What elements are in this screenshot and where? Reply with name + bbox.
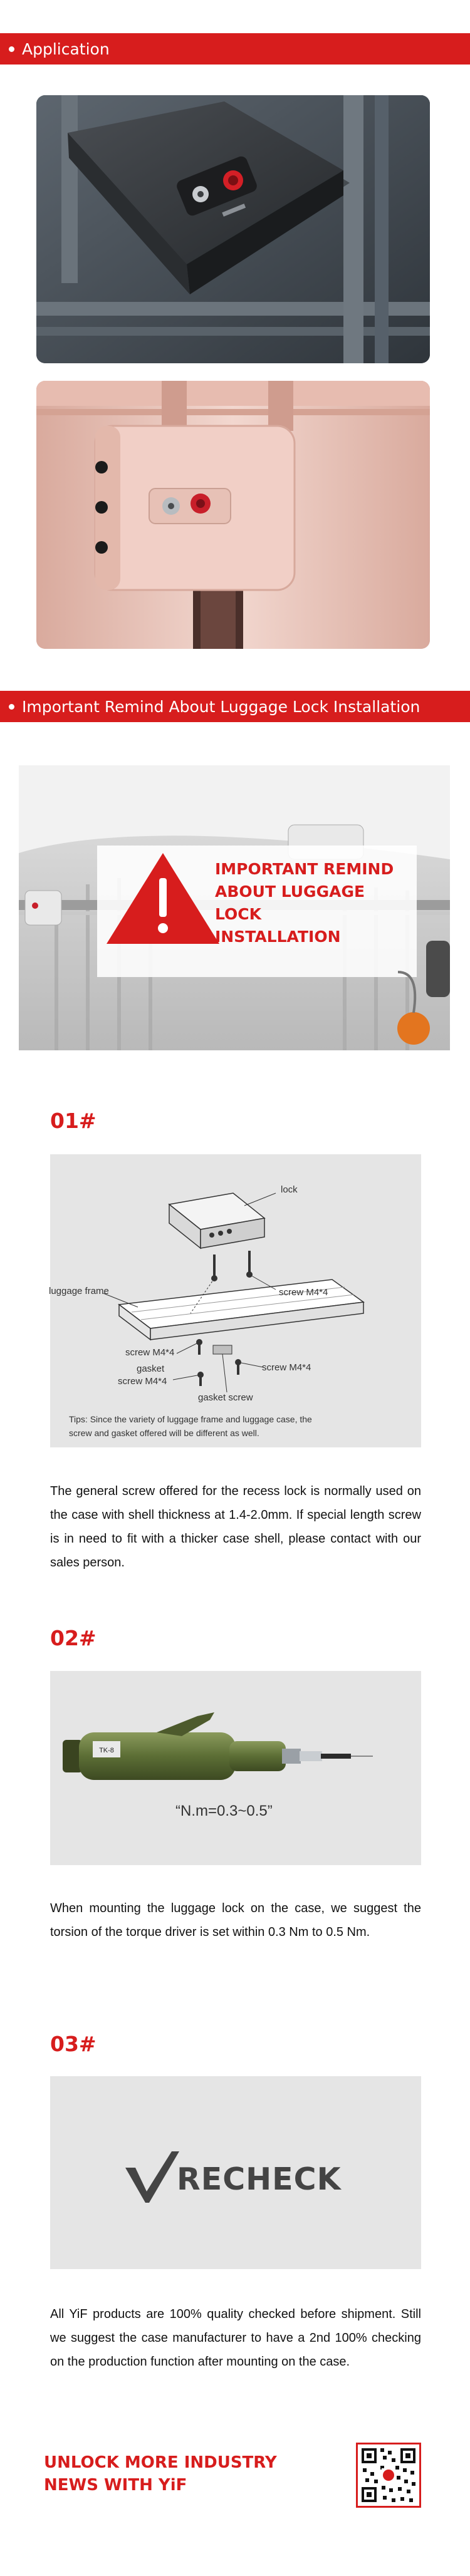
step-2-number: 02# — [50, 1626, 97, 1650]
application-banner — [0, 33, 470, 65]
step-1-text: The general screw offered for the recess lock is normally used on the case with shell thickness at 1.4-2.0mm. If special length screw is in need to fit with a thicker case shell, please contact with our sales person. — [50, 1484, 421, 1570]
tips-line: Tips: Since the variety of luggage frame and luggage case, the — [69, 1414, 312, 1424]
label-screw: screw M4*4 — [279, 1287, 328, 1298]
remind-title: Important Remind About Luggage Lock Installation — [22, 697, 420, 716]
lock-photo-grey — [36, 95, 430, 363]
label-luggage-frame: luggage frame — [49, 1286, 109, 1296]
lock-photo-pink — [36, 381, 430, 649]
diagram-tips — [69, 1412, 407, 1440]
qr-code[interactable] — [356, 2443, 421, 2508]
application-title: Application — [22, 39, 110, 58]
footer-cta-line: NEWS WITH YiF — [44, 2476, 187, 2495]
remind-hero-line: ABOUT LUGGAGE LOCK — [215, 882, 365, 923]
remind-hero-line: INSTALLATION — [215, 928, 341, 946]
torque-driver-illustration — [50, 1671, 421, 1865]
remind-hero-line: IMPORTANT REMIND — [215, 860, 394, 878]
label-gasket: gasket — [137, 1363, 165, 1374]
recheck-label: RECHECK — [177, 2161, 342, 2197]
step-3-number: 03# — [50, 2032, 97, 2056]
tool-tag-text: TK-8 — [99, 1747, 114, 1754]
lock-exploded-diagram — [50, 1154, 421, 1447]
checkmark-icon — [124, 2149, 180, 2205]
step-3-text: All YiF products are 100% quality checked before shipment. Still we suggest the case manufacturer to have a 2nd 100% checking on the production function after mounting on the case. — [50, 2307, 421, 2369]
bullet-dot-icon — [9, 46, 14, 52]
pink-lock-illustration — [36, 381, 430, 649]
remind-hero-text — [215, 858, 415, 948]
remind-banner — [0, 691, 470, 722]
grey-lock-illustration — [36, 95, 430, 363]
remind-hero-image — [19, 765, 450, 1050]
recheck-image — [50, 2076, 421, 2269]
torque-driver-image — [50, 1671, 421, 1865]
step-1-number: 01# — [50, 1109, 97, 1133]
installation-diagram — [50, 1154, 421, 1447]
label-lock: lock — [281, 1184, 298, 1195]
footer-cta-line: UNLOCK MORE INDUSTRY — [44, 2453, 277, 2472]
label-screw: screw M4*4 — [262, 1362, 311, 1373]
label-screw: screw M4*4 — [125, 1347, 175, 1358]
footer-cta — [44, 2451, 277, 2496]
bullet-dot-icon — [9, 704, 14, 710]
tips-line: screw and gasket offered will be different as well. — [69, 1428, 259, 1438]
label-screw: screw M4*4 — [118, 1376, 167, 1387]
torque-value-label: “N.m=0.3~0.5” — [175, 1803, 273, 1819]
qr-code-icon — [358, 2444, 419, 2506]
label-gasket-screw: gasket screw — [198, 1392, 253, 1403]
step-2-text: When mounting the luggage lock on the case, we suggest the torsion of the torque driver is set within 0.3 Nm to 0.5 Nm. — [50, 1901, 421, 1939]
